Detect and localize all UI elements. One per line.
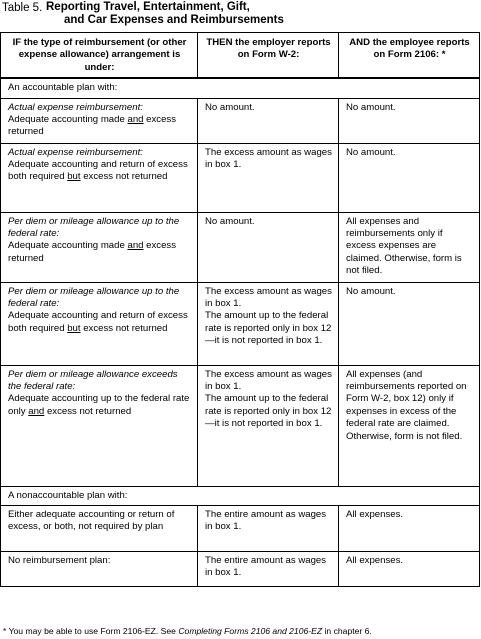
section-label: An accountable plan with: — [1, 78, 480, 98]
employer-box12-text: The amount up to the federal rate is reported only in box 12—it is not reported in box 1. — [205, 393, 332, 430]
employer-excess-text: The excess amount as wages in box 1. — [205, 368, 332, 393]
arrangement-desc-end: excess returned — [8, 114, 177, 138]
arrangement-key-word: and — [127, 240, 144, 252]
footnote-text-end: in chapter 6. — [322, 626, 372, 636]
arrangement-key-word: and — [28, 405, 45, 417]
arrangement-cell: Either adequate accounting or return of excess, or both, not required by plan — [1, 506, 198, 552]
table-row — [1, 282, 480, 365]
arrangement-desc: Adequate accounting and return of excess both required — [8, 310, 188, 334]
employer-cell — [198, 282, 339, 365]
table-title-line-2: and Car Expenses and Reimbursements — [64, 14, 284, 26]
arrangement-desc-end: excess not returned — [44, 405, 132, 417]
header-col-employer: THEN the employer reports on Form W-2: — [198, 33, 339, 79]
table-row — [1, 506, 480, 552]
employee-cell: All expenses and reimbursements only if excess expenses are claimed. Otherwise, form is not filed. — [339, 212, 480, 282]
arrangement-desc: Adequate accounting up to the federal rate only — [8, 393, 190, 417]
arrangement-desc-end: excess not returned — [80, 171, 168, 183]
employer-cell — [198, 365, 339, 486]
employer-cell: No amount. — [198, 98, 339, 143]
section-row-nonaccountable — [1, 486, 480, 505]
employee-cell: No amount. — [339, 143, 480, 212]
section-label: A nonaccountable plan with: — [1, 486, 480, 505]
table-title-line-1: Reporting Travel, Entertainment, Gift, — [46, 1, 250, 13]
arrangement-desc: Adequate accounting and return of excess both required — [8, 159, 188, 183]
employer-cell: The entire amount as wages in box 1. — [198, 552, 339, 587]
arrangement-cell — [1, 143, 198, 212]
arrangement-desc: Adequate accounting made — [8, 114, 128, 126]
employer-cell: The entire amount as wages in box 1. — [198, 506, 339, 552]
employee-cell: All expenses (and reimbursements reported on Form W-2, box 12) only if expenses in excess of the federal rate are claimed. Otherwise, form is not filed. — [339, 365, 480, 486]
header-col-employee: AND the employee reports on Form 2106: * — [339, 33, 480, 79]
table-row — [1, 212, 480, 282]
arrangement-key-word: but — [67, 322, 81, 334]
arrangement-cell — [1, 212, 198, 282]
employer-cell: No amount. — [198, 212, 339, 282]
arrangement-type: Actual expense reimbursement: — [8, 146, 143, 158]
section-row-accountable — [1, 78, 480, 98]
table-number: Table 5. — [2, 2, 43, 14]
arrangement-type: Actual expense reimbursement: — [8, 101, 143, 113]
footnote-link-text: Completing Forms 2106 and 2106-EZ — [178, 626, 323, 636]
employer-box12-text: The amount up to the federal rate is reported only in box 12—it is not reported in box 1. — [205, 310, 332, 347]
employee-cell: No amount. — [339, 282, 480, 365]
employer-cell: The excess amount as wages in box 1. — [198, 143, 339, 212]
employee-cell: All expenses. — [339, 552, 480, 587]
arrangement-type: Per diem or mileage allowance exceeds the federal rate: — [8, 368, 178, 393]
employee-cell: All expenses. — [339, 506, 480, 552]
arrangement-desc-end: excess returned — [8, 240, 177, 264]
table-row — [1, 365, 480, 486]
reimbursement-table — [0, 32, 480, 587]
employer-excess-text: The excess amount as wages in box 1. — [205, 285, 332, 310]
table-row — [1, 552, 480, 587]
arrangement-desc-end: excess not returned — [80, 322, 168, 334]
header-row — [1, 33, 480, 79]
arrangement-desc: Adequate accounting made — [8, 240, 128, 252]
arrangement-cell — [1, 98, 198, 143]
arrangement-cell — [1, 282, 198, 365]
footnote-text: * You may be able to use Form 2106-EZ. See — [3, 626, 179, 636]
header-col-arrangement: IF the type of reimbursement (or other expense allowance) arrangement is under: — [1, 33, 198, 79]
table-row — [1, 143, 480, 212]
employee-cell: No amount. — [339, 98, 480, 143]
arrangement-key-word: and — [127, 114, 144, 126]
footnote — [3, 626, 372, 636]
arrangement-key-word: but — [67, 171, 81, 183]
arrangement-type: Per diem or mileage allowance up to the federal rate: — [8, 215, 180, 240]
arrangement-cell: No reimbursement plan: — [1, 552, 198, 587]
table-row — [1, 98, 480, 143]
arrangement-type: Per diem or mileage allowance up to the federal rate: — [8, 285, 180, 310]
arrangement-cell — [1, 365, 198, 486]
